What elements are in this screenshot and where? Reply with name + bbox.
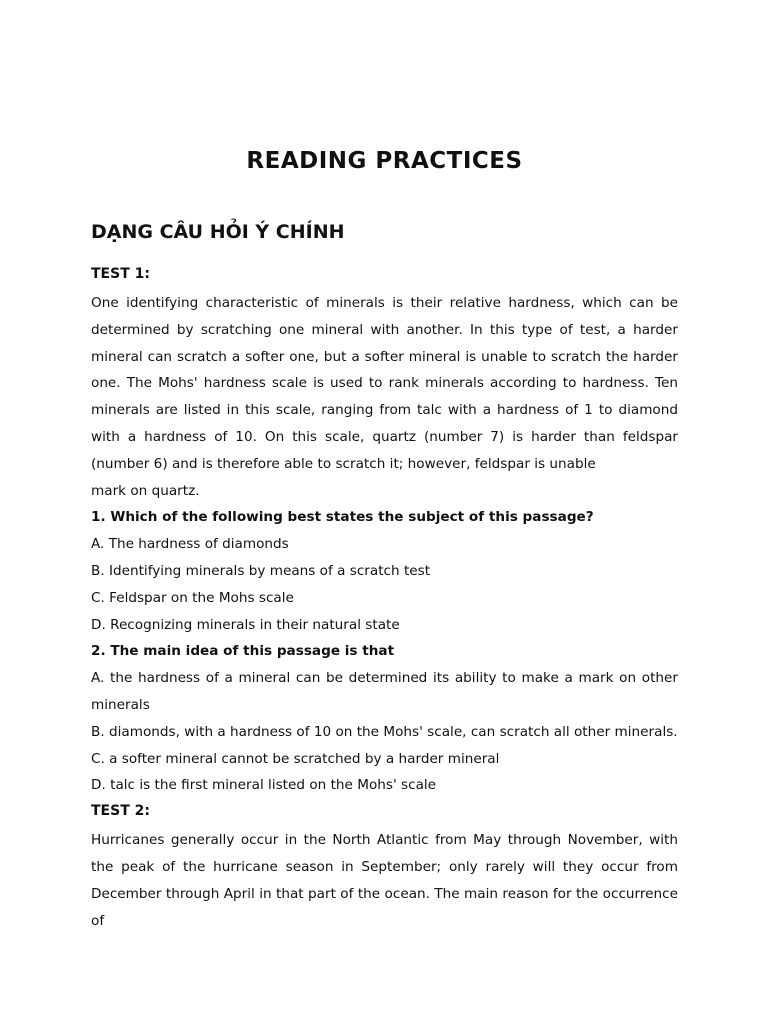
question-1: 1. Which of the following best states the subject of this passage? — [91, 509, 594, 526]
body-flow — [91, 263, 678, 934]
question-2: 2. The main idea of this passage is that — [91, 643, 395, 660]
test2-passage: Hurricanes generally occur in the North Atlantic from May through November, with the peak of the hurricane season in September; only rarely will they occur from December through April in that part of the ocean. The main reason for the occurrence of — [91, 832, 678, 929]
test2-heading: TEST 2: — [91, 803, 150, 820]
q2-option-d: D. talc is the first mineral listed on the Mohs' scale — [91, 777, 437, 794]
q1-option-d: D. Recognizing minerals in their natural state — [91, 616, 400, 633]
test1-heading: TEST 1: — [91, 266, 150, 282]
q1-option-a: A. The hardness of diamonds — [91, 536, 289, 553]
q1-option-b: B. Identifying minerals by means of a scratch test — [91, 562, 431, 579]
q1-option-c: C. Feldspar on the Mohs scale — [91, 589, 294, 606]
q2-option-c: C. a softer mineral cannot be scratched by a harder mineral — [91, 750, 500, 767]
q2-option-b: B. diamonds, with a hardness of 10 on the Mohs' scale, can scratch all other minerals. — [91, 723, 678, 740]
q2-option-a: A. the hardness of a mineral can be determined its ability to make a mark on other minerals — [91, 670, 678, 713]
document-title: READING PRACTICES — [246, 148, 523, 174]
test1-passage: One identifying characteristic of minerals is their relative hardness, which can be determined by scratching one mineral with another. In this type of test, a harder mineral can scratch a softer one, but a softer mineral is unable to scratch the harder one. The Mohs' hardness scale is used to rank minerals according to hardness. Ten minerals are listed in this scale, ranging from talc with a hardness of 1 to diamond with a hardness of 10. On this scale, quartz (number 7) is harder than feldspar (number 6) and is therefore able to scratch it; however, feldspar is unable — [91, 295, 678, 472]
test1-passage-tail: mark on quartz. — [91, 482, 200, 499]
section-title: DẠNG CÂU HỎI Ý CHÍNH — [91, 221, 345, 243]
